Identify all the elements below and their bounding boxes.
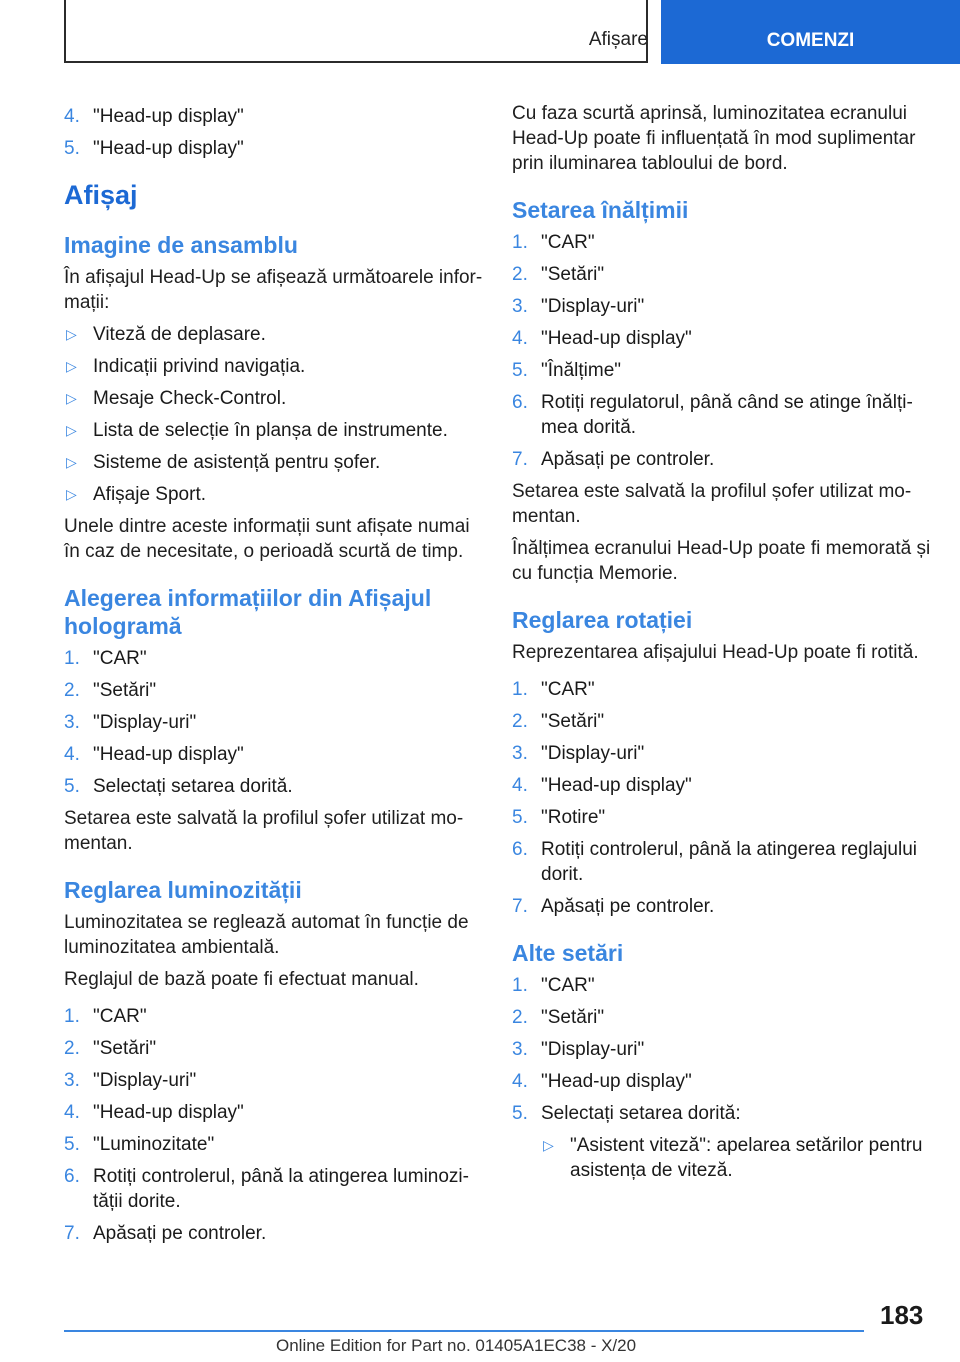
left-column xyxy=(64,104,484,1253)
list-item: 5. "Înălțime" xyxy=(512,360,622,381)
list-item: ▷ Sisteme de asistență pentru șofer. xyxy=(66,452,381,473)
list-item: 4. "Head-up display" xyxy=(512,1071,692,1092)
list-item: 4. "Head-up display" xyxy=(512,775,692,796)
right-column xyxy=(512,101,932,1190)
triangle-bullet-icon: ▷ xyxy=(66,422,77,438)
height-memory-note: Înălțimea ecranului Head-Up poate fi memorată și cu funcția Memorie. xyxy=(512,538,931,584)
list-item: 3. "Display-uri" xyxy=(512,1039,645,1060)
list-item: 1. "CAR" xyxy=(64,1006,147,1027)
list-item: 7. Apăsați pe controler. xyxy=(512,449,715,470)
overview-bullets xyxy=(64,322,484,507)
footer-edition: Online Edition for Part no. 01405A1EC38 - X/20 xyxy=(276,1336,637,1355)
brightness-manual: Reglajul de bază poate fi efectuat manual. xyxy=(64,969,419,990)
list-item: 2. "Setări" xyxy=(512,264,605,285)
list-item: 6. Rotiți controlerul, până la atingerea reglajului dorit. xyxy=(512,839,918,885)
section-title: Afișare xyxy=(588,29,648,50)
heading-selection: Alegerea informațiilor din Afișajul hologramă xyxy=(64,585,432,639)
top-step-list xyxy=(64,104,484,161)
triangle-bullet-icon: ▷ xyxy=(66,326,77,342)
list-item: 4. "Head-up display" xyxy=(64,744,244,765)
list-item: 7. Apăsați pe controler. xyxy=(512,896,715,917)
list-item: ▷ "Asistent viteză": apelarea setărilor pentru asistența de viteză. xyxy=(543,1135,923,1181)
chapter-title: Afișaj xyxy=(64,180,138,210)
list-item: 2. "Setări" xyxy=(512,1007,605,1028)
heading-rotation: Reglarea rotației xyxy=(512,607,693,633)
list-item: 3. "Display-uri" xyxy=(64,712,197,733)
selection-note: Setarea este salvată la profilul șofer utilizat mo-mentan. xyxy=(64,808,464,854)
right-intro: Cu faza scurtă aprinsă, luminozitatea ecranului Head-Up poate fi influențată în mod suplimentar prin iluminarea tabloului de bord. xyxy=(512,103,916,174)
list-item: 5. "Head-up display" xyxy=(64,138,244,159)
list-item: 5. Selectați setarea dorită: xyxy=(512,1103,741,1124)
list-item: 3. "Display-uri" xyxy=(64,1070,197,1091)
list-item: 7. Apăsați pe controler. xyxy=(64,1223,267,1244)
heading-overview: Imagine de ansamblu xyxy=(64,232,298,258)
height-steps xyxy=(512,230,932,472)
list-item: ▷ Afișaje Sport. xyxy=(66,484,206,505)
header-frame xyxy=(64,0,648,63)
selection-steps xyxy=(64,646,484,799)
brightness-intro: Luminozitatea se reglează automat în funcție de luminozitatea ambientală. xyxy=(64,912,469,958)
list-item: 5. "Rotire" xyxy=(512,807,606,828)
list-item: ▷ Indicații privind navigația. xyxy=(66,356,306,377)
heading-height: Setarea înălțimii xyxy=(512,197,689,223)
other-sub-bullets xyxy=(541,1133,932,1183)
page-number: 183 xyxy=(880,1300,924,1330)
list-item: 6. Rotiți controlerul, până la atingerea luminozi-tății dorite. xyxy=(64,1166,469,1212)
triangle-bullet-icon: ▷ xyxy=(66,454,77,470)
list-item: 2. "Setări" xyxy=(512,711,605,732)
list-item: 6. Rotiți regulatorul, până când se atinge înălți-mea dorită. xyxy=(512,392,913,438)
list-item: 3. "Display-uri" xyxy=(512,743,645,764)
footer-divider xyxy=(64,1330,864,1332)
triangle-bullet-icon: ▷ xyxy=(66,486,77,502)
list-item: ▷ Mesaje Check-Control. xyxy=(66,388,287,409)
list-item: 4. "Head-up display" xyxy=(64,106,244,127)
rotation-steps xyxy=(512,677,932,919)
list-item: 4. "Head-up display" xyxy=(512,328,692,349)
overview-intro: În afișajul Head-Up se afișează următoarele infor-mații: xyxy=(64,267,483,313)
rotation-intro: Reprezentarea afișajului Head-Up poate fi rotită. xyxy=(512,642,919,663)
list-item: 5. "Luminozitate" xyxy=(64,1134,215,1155)
list-item: ▷ Lista de selecție în planșa de instrumente. xyxy=(66,420,448,441)
triangle-bullet-icon: ▷ xyxy=(66,358,77,374)
tab-comenzi[interactable]: COMENZI xyxy=(661,0,960,64)
other-steps xyxy=(512,973,932,1126)
list-item: 5. Selectați setarea dorită. xyxy=(64,776,293,797)
list-item: 1. "CAR" xyxy=(512,232,595,253)
heading-brightness: Reglarea luminozității xyxy=(64,877,302,903)
list-item: 1. "CAR" xyxy=(512,975,595,996)
triangle-bullet-icon: ▷ xyxy=(66,390,77,406)
heading-other-settings: Alte setări xyxy=(512,940,624,966)
brightness-steps xyxy=(64,1004,484,1246)
list-item: 2. "Setări" xyxy=(64,1038,157,1059)
list-item: 1. "CAR" xyxy=(64,648,147,669)
triangle-bullet-icon: ▷ xyxy=(543,1137,554,1153)
overview-note: Unele dintre aceste informații sunt afișate numai în caz de necesitate, o perioadă scurtă de timp. xyxy=(64,516,470,562)
list-item: 1. "CAR" xyxy=(512,679,595,700)
list-item: 3. "Display-uri" xyxy=(512,296,645,317)
height-note: Setarea este salvată la profilul șofer utilizat mo-mentan. xyxy=(512,481,912,527)
list-item: ▷ Viteză de deplasare. xyxy=(66,324,266,345)
list-item: 2. "Setări" xyxy=(64,680,157,701)
list-item: 4. "Head-up display" xyxy=(64,1102,244,1123)
